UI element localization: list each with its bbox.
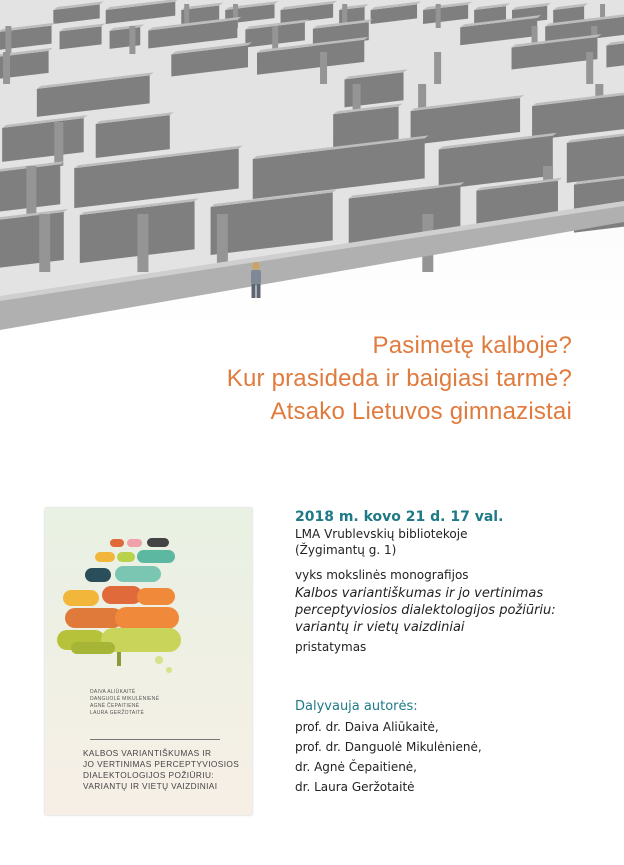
event-date: 2018 m. kovo 21 d. 17 val. — [295, 509, 504, 525]
book-title-line: VARIANTŲ IR VIETŲ VAIZDINIAI — [83, 781, 218, 791]
monograph-title — [295, 585, 615, 636]
headline — [132, 329, 572, 428]
participants-heading: Dalyvauja autorės: — [295, 699, 418, 714]
event-address: (Žygimantų g. 1) — [295, 543, 397, 557]
headline-line-3: Atsako Lietuvos gimnazistai — [270, 398, 572, 425]
participant: dr. Agnė Čepaitienė, — [295, 760, 417, 774]
participant: prof. dr. Daiva Aliūkaitė, — [295, 720, 439, 734]
headline-line-1: Pasimetę kalboje? — [372, 332, 572, 359]
monograph-title-line: variantų ir vietų vaizdiniai — [295, 620, 465, 635]
monograph-title-line: Kalbos variantiškumas ir jo vertinimas — [295, 586, 544, 601]
book-title-line: KALBOS VARIANTIŠKUMAS IR — [83, 748, 212, 758]
participant: dr. Laura Geržotaitė — [295, 780, 415, 794]
event-info — [295, 508, 615, 797]
book-author: DAIVA ALIŪKAITĖ — [90, 689, 136, 695]
event-presentation: pristatymas — [295, 640, 367, 654]
event-intro: vyks mokslinės monografijos — [295, 568, 469, 582]
event-venue: LMA Vrublevskių bibliotekoje — [295, 527, 468, 541]
book-cover — [45, 508, 252, 815]
speech-bubble-tree-icon — [45, 508, 252, 683]
cover-divider — [90, 739, 220, 740]
participant: prof. dr. Danguolė Mikulėnienė, — [295, 740, 482, 754]
book-cover-title — [83, 748, 243, 792]
book-authors — [90, 689, 240, 717]
book-title-line: JO VERTINIMAS PERCEPTYVIOSIOS — [83, 759, 240, 769]
book-title-line: DIALEKTOLOGIJOS POŽIŪRIU: — [83, 770, 215, 780]
headline-line-2: Kur prasideda ir baigiasi tarmė? — [226, 365, 572, 392]
book-author: LAURA GERŽOTAITĖ — [90, 710, 145, 716]
book-author: DANGUOLĖ MIKULĖNIENĖ — [90, 696, 160, 702]
book-author: AGNĖ ČEPAITIENĖ — [90, 703, 140, 709]
monograph-title-line: perceptyviosios dialektologijos požiūriu: — [295, 603, 556, 618]
